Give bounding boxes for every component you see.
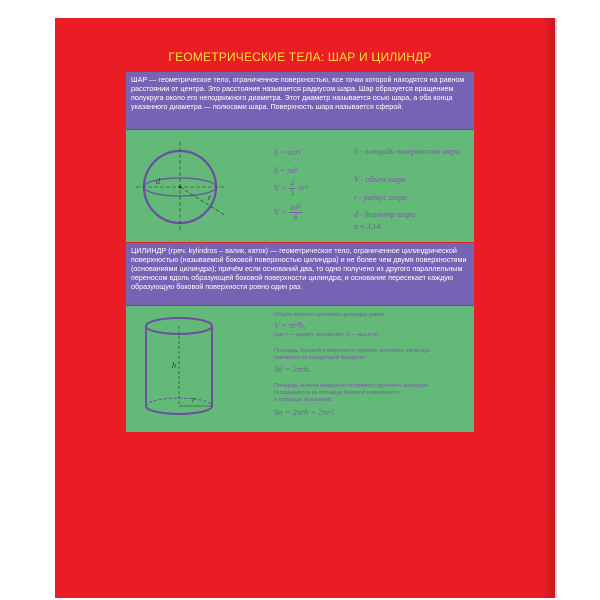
legend-pi: π ≈ 3,14: [354, 222, 381, 231]
page-title: ГЕОМЕТРИЧЕСКИЕ ТЕЛА: ШАР И ЦИЛИНДР: [168, 50, 432, 64]
cylinder-side-formula: Sб = 2πrh.: [274, 364, 311, 374]
legend-radius: r - радиус шара: [354, 193, 407, 202]
cylinder-volume-formula: V = πr²h,: [274, 320, 306, 330]
legend-diameter: d - диаметр шара: [354, 210, 416, 219]
cylinder-full-formula: Sп = 2πrh + 2πr².: [274, 407, 335, 417]
sphere-radius-line: [180, 187, 226, 216]
cylinder-volume-note: (где r — радиус основания, h — высота).: [274, 332, 380, 338]
cylinder-bottom-front: [146, 406, 212, 414]
cylinder-formulas-panel: [126, 306, 474, 432]
cover-edge-shadow: [543, 18, 557, 598]
cylinder-definition-text: ЦИЛИНДР (греч. kylindros – валик, каток) — геометрическое тело, ограниченное цилиндрической поверхностью (называемой боковой поверхностью цилиндра) и не более чем двумя поверхностями (основаниями цилиндра); причём если оснований два, то одно получено из другого параллельным переносом вдоль образующей боковой поверхности цилиндра; и основание пересекает каждую образующую боковой поверхности ровно один раз.: [131, 246, 467, 291]
ball-definition-text: ШАР — геометрическое тело, ограниченное поверхностью, все точки которой находятся на равном расстоянии от центра. Это расстояние называется радиусом шара. Шар образуется вращением полукруга около его неподвижного диаметра. Этот диаметр называется осью шара, а оба конца указанного диаметра — полюсами шара. Поверхность шара называется сферой.: [131, 75, 465, 111]
sphere-area-formula-2: S = πd²: [274, 166, 298, 175]
ball-formulas-panel: [126, 130, 474, 242]
cylinder-full-text: Площадь полной поверхности прямого кругового цилиндра складывается из площади боковой поверхности и площади оснований.: [274, 383, 429, 403]
legend-area: S - площадь поверхности шара: [354, 147, 460, 156]
sphere-center: [179, 186, 182, 189]
height-label: h: [172, 361, 176, 370]
diameter-label: d: [156, 177, 160, 186]
cylinder-definition-panel: [126, 243, 474, 305]
sphere-volume-formula-1: V = $\frac{4}{3}$ πr³: [274, 179, 308, 198]
sphere-volume-formula-2: V = $\frac{\text{πd³}}{6}$: [274, 203, 301, 222]
ball-definition-panel: [126, 72, 474, 129]
cylinder-volume-text: Объём прямого кругового цилиндра равен: [274, 312, 385, 318]
cylinder-side-text: Площадь боковой поверхности прямого кругового цилиндра считается по следующей формуле:: [274, 348, 431, 361]
radius-label: r: [208, 193, 212, 202]
cylinder-radius-label: r: [192, 395, 196, 404]
sphere-area-formula-1: S = 4πr²: [274, 148, 301, 157]
legend-volume: V - объем шара: [354, 175, 406, 184]
